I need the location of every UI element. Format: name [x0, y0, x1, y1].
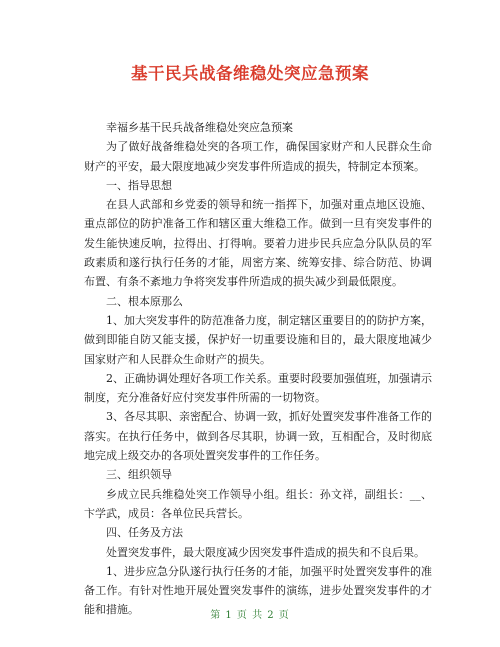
paragraph-organization: 乡成立民兵维稳处突工作领导小组。组长：孙文祥，副组长：__、卞学武，成员：各单位民兵营长。	[84, 487, 432, 520]
paragraph-task-1: 1、进步应急分队遂行执行任务的才能，加强平时处置突发事件的准备工作。有针对性地开展处置突发事件的演练，进步处置突发事件的才能和措施。	[84, 564, 432, 617]
paragraph-principle-2: 2、正确协调处理好各项工作关系。重要时段要加强值班，加强请示制度，充分准备好应付突发事件所需的一切物资。	[84, 371, 432, 405]
paragraph-intro: 为了做好战备维稳处突的各项工作，确保国家财产和人民群众生命财产的平安，最大限度地减少突发事件所造成的损失，特制定本预案。	[84, 140, 432, 173]
document-body	[84, 118, 432, 620]
section-heading-organization: 三、组织领导	[106, 468, 172, 482]
paragraph-guiding-ideology: 在县人武部和乡党委的领导和统一指挥下，加强对重点地区设施、重点部位的防护准备工作和辖区重大维稳工作。做到一旦有突发事件的发生能快速反响，拉得出、打得响。要着力进步民兵应急分队队员的军政素质和遂行执行任务的才能，周密方案、统筹安排、综合防范、协调布置、有条不紊地力争将突发事件所造成的损失减少到最低限度。	[84, 198, 432, 289]
paragraph-tasks-intro: 处置突发事件，最大限度减少因突发事件造成的损失和不良后果。	[106, 545, 425, 559]
document-subtitle: 幸福乡基干民兵战备维稳处突应急预案	[106, 121, 293, 134]
paragraph-principle-3: 3、各尽其职、亲密配合、协调一致，抓好处置突发事件准备工作的落实。在执行任务中，做到各尽其职，协调一致，互相配合，及时彻底地完成上级交办的各项处置突发事件的工作任务。	[84, 410, 432, 463]
section-heading-basic-principles: 二、根本原那么	[106, 294, 183, 308]
section-heading-guiding-ideology: 一、指导思想	[106, 178, 172, 192]
section-heading-tasks: 四、任务及方法	[106, 526, 183, 540]
page-number-footer: 第 1 页 共 2 页	[210, 610, 290, 621]
paragraph-principle-1: 1、加大突发事件的防范准备力度，制定辖区重要目的的防护方案，做到即能自防又能支援，保护好一切重要设施和目的，最大限度地减少国家财产和人民群众生命财产的损失。	[84, 313, 432, 366]
document-title: 基干民兵战备维稳处突应急预案	[131, 64, 369, 83]
